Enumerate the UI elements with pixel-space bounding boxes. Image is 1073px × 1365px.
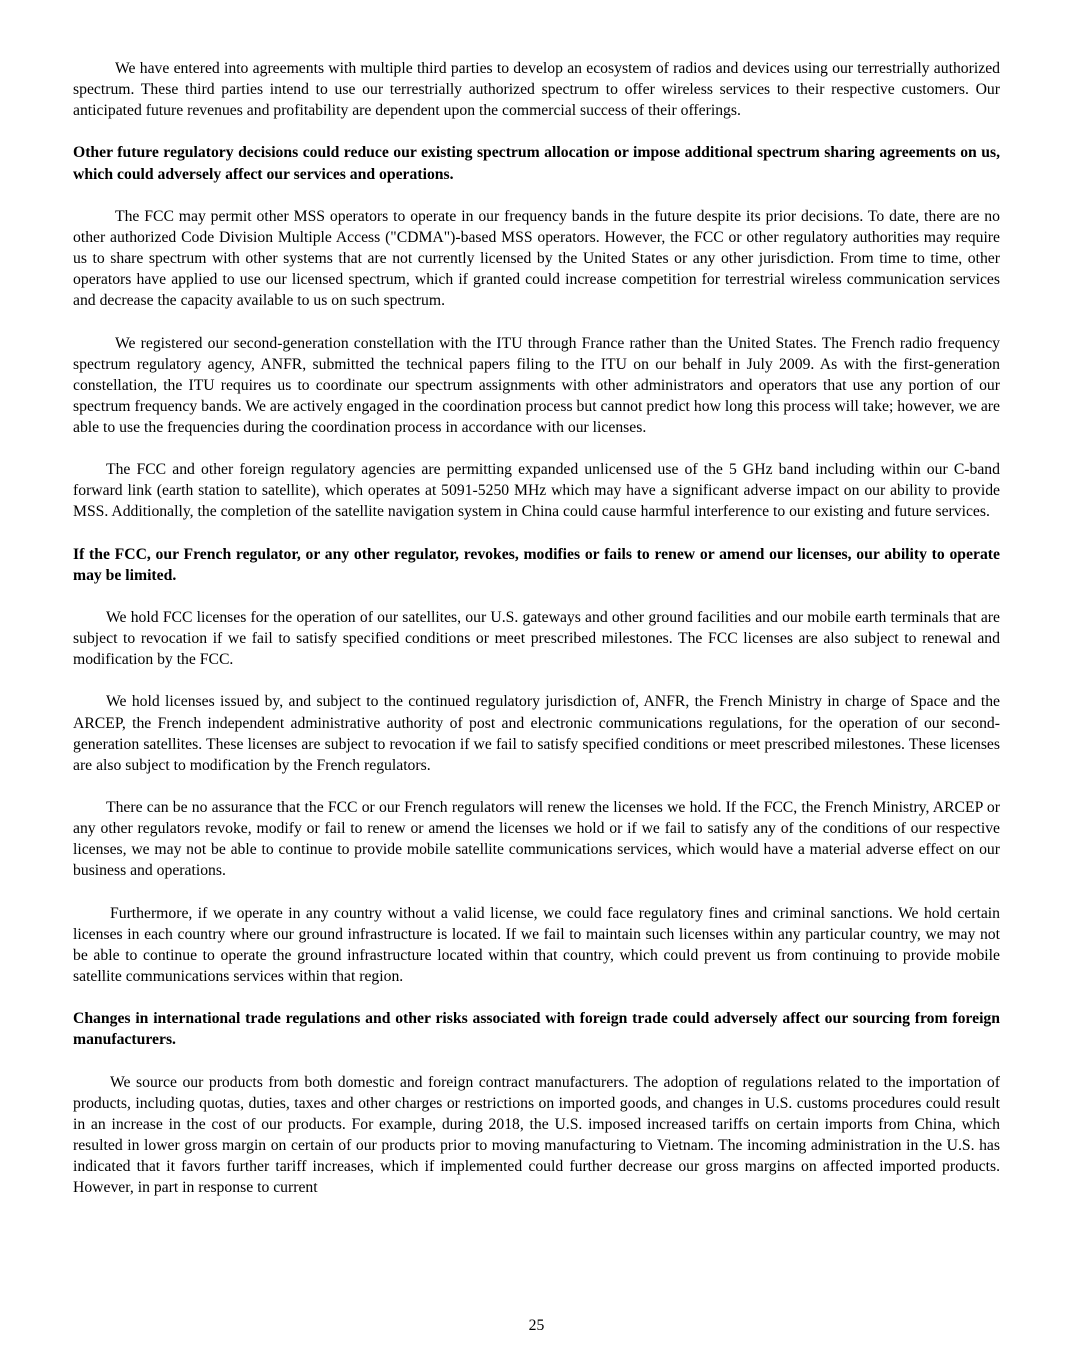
paragraph-ecosystem-agreements: We have entered into agreements with multiple third parties to develop an ecosystem of radios and devices using our terrestrially authorized spectrum. These third parties intend to use our terrestrially authorized spectrum to offer wireless services to their respective customers. Our anticipated future revenues and profitability are dependent upon the commercial success of their offerings. <box>73 60 1000 120</box>
paragraph-itu-registration: We registered our second-generation constellation with the ITU through France rather than the United States. The French radio frequency spectrum regulatory agency, ANFR, submitted the technical papers filing to the ITU on our behalf in July 2009. As with the first-generation constellation, the ITU requires us to coordinate our spectrum assignments with other administrators and operators that use any portion of our spectrum frequency bands. We are actively engaged in the coordination process but cannot predict how long this process will take; however, we are able to use the frequencies during the coordination process in accordance with our licenses. <box>73 334 1000 436</box>
paragraph-country-licenses: Furthermore, if we operate in any country without a valid license, we could face regulatory fines and criminal sanctions. We hold certain licenses in each country where our ground infrastructure is located. If we fail to maintain such licenses within any particular country, we may not be able to continue to operate the ground infrastructure located within that country, which could prevent us from continuing to provide mobile satellite communications services within that region. <box>73 904 1000 985</box>
paragraph-fcc-mss-operators: The FCC may permit other MSS operators to operate in our frequency bands in the future despite its prior decisions. To date, there are no other authorized Code Division Multiple Access ("CDMA")-based MSS operators. However, the FCC or other regulatory authorities may require us to share spectrum with other systems that are not currently licensed by the United States or any other jurisdiction. From time to time, other operators have applied to use our licensed spectrum, which if granted could increase competition for terrestrial wireless communication services and decrease the capacity available to us on such spectrum. <box>73 207 1000 310</box>
paragraph-license-renewal-assurance: There can be no assurance that the FCC or our French regulators will renew the licenses we hold. If the FCC, the French Ministry, ARCEP or any other regulators revoke, modify or fail to renew or amend the licenses we hold or if we fail to satisfy any of the conditions of our respective licenses, we may not be able to continue to provide mobile satellite communications services, which would have a material adverse effect on our business and operations. <box>73 799 1000 880</box>
paragraph-fcc-licenses: We hold FCC licenses for the operation of our satellites, our U.S. gateways and other ground facilities and our mobile earth terminals that are subject to revocation if we fail to satisfy specified conditions or meet prescribed milestones. The FCC licenses are also subject to renewal and modification by the FCC. <box>73 609 1000 669</box>
paragraph-french-licenses: We hold licenses issued by, and subject to the continued regulatory jurisdiction of, ANFR, the French Ministry in charge of Space and the ARCEP, the French independent administrative authority of post and electronic communications regulations, for the operation of our second-generation satellites. These licenses are subject to revocation if we fail to satisfy specified conditions or meet prescribed milestones. These licenses are also subject to modification by the French regulators. <box>73 693 1000 774</box>
heading-license-revocation: If the FCC, our French regulator, or any other regulator, revokes, modifies or fails to renew or amend our licenses, our ability to operate may be limited. <box>73 545 1000 584</box>
page-number: 25 <box>528 1317 545 1334</box>
heading-future-regulatory-decisions: Other future regulatory decisions could reduce our existing spectrum allocation or impose additional spectrum sharing agreements on us, which could adversely affect our services and operations. <box>73 144 1000 183</box>
document-body <box>73 58 1000 1198</box>
paragraph-5ghz-band: The FCC and other foreign regulatory agencies are permitting expanded unlicensed use of the 5 GHz band including within our C-band forward link (earth station to satellite), which operates at 5091-5250 MHz which may have a significant adverse impact on our ability to provide MSS. Additionally, the completion of the satellite navigation system in China could cause harmful interference to our existing and future services. <box>73 461 1000 521</box>
heading-international-trade: Changes in international trade regulations and other risks associated with foreign trade could adversely affect our sourcing from foreign manufacturers. <box>73 1010 1000 1049</box>
paragraph-foreign-manufacturers: We source our products from both domestic and foreign contract manufacturers. The adoption of regulations related to the importation of products, including quotas, duties, taxes and other charges or restrictions on imported goods, and changes in U.S. customs procedures could result in an increase in the cost of our products. For example, during 2018, the U.S. imposed increased tariffs on certain imports from China, which resulted in lower gross margin on certain of our products prior to moving manufacturing to Vietnam. The incoming administration in the U.S. has indicated that it favors further tariff increases, which if implemented could further decrease our gross margins on affected imported products. However, in part in response to current <box>73 1073 1000 1196</box>
